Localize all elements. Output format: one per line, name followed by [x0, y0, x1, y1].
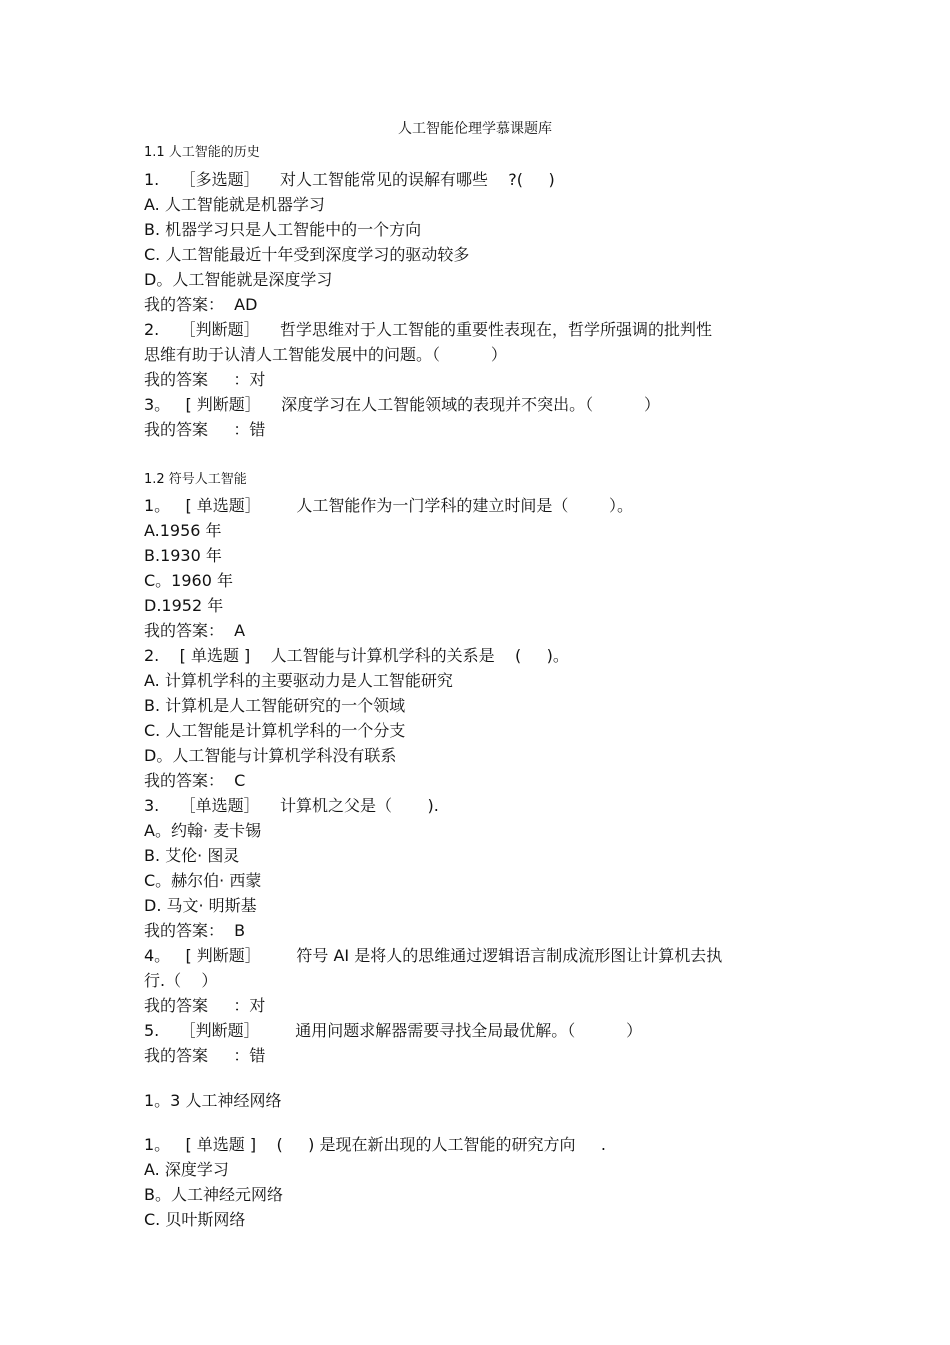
option-b: B。人工神经元网络	[144, 1185, 283, 1204]
my-answer: 我的答案： A	[144, 621, 246, 640]
my-answer: 我的答案： AD	[144, 295, 258, 314]
my-answer: 我的答案 ：对	[144, 996, 266, 1015]
option-a: A. 深度学习	[144, 1160, 229, 1179]
option-d: D. 马文· 明斯基	[144, 896, 257, 915]
question-stem: 1. ［多选题］ 对人工智能常见的误解有哪些 ?( )	[144, 170, 555, 189]
my-answer: 我的答案 ：错	[144, 420, 266, 439]
my-answer: 我的答案： C	[144, 771, 246, 790]
option-c: C. 人工智能最近十年受到深度学习的驱动较多	[144, 245, 470, 264]
page-title: 人工智能伦理学慕课题库	[398, 121, 552, 137]
question-stem: 1。 [ 单选题 ] ( ) 是现在新出现的人工智能的研究方向 .	[144, 1135, 606, 1154]
option-a: A.1956 年	[144, 521, 222, 540]
question-stem: 2. ［判断题］ 哲学思维对于人工智能的重要性表现在，哲学所强调的批判性	[144, 320, 712, 339]
option-a: A. 计算机学科的主要驱动力是人工智能研究	[144, 671, 453, 690]
option-c: C. 贝叶斯网络	[144, 1210, 246, 1229]
question-stem: 4。 [ 判断题］ 符号 AI 是将人的思维通过逻辑语言制成流形图让计算机去执	[144, 946, 723, 965]
option-b: B. 机器学习只是人工智能中的一个方向	[144, 220, 422, 239]
section-heading-1-1: 1.1 人工智能的历史	[144, 145, 260, 160]
my-answer: 我的答案 ：对	[144, 370, 266, 389]
question-stem: 1。 [ 单选题］ 人工智能作为一门学科的建立时间是（ ）。	[144, 496, 634, 515]
question-stem-continued: 行.（ ）	[144, 971, 218, 990]
my-answer: 我的答案 ：错	[144, 1046, 266, 1065]
question-stem-continued: 思维有助于认清人工智能发展中的问题。（ ）	[144, 345, 507, 364]
question-stem: 5. ［判断题］ 通用问题求解器需要寻找全局最优解。（ ）	[144, 1021, 643, 1040]
question-stem: 3. ［单选题］ 计算机之父是（ ).	[144, 796, 439, 815]
section-heading-1-2: 1.2 符号人工智能	[144, 472, 247, 487]
option-c: C。赫尔伯· 西蒙	[144, 871, 262, 890]
option-c: C. 人工智能是计算机学科的一个分支	[144, 721, 406, 740]
option-a: A。约翰· 麦卡锡	[144, 821, 262, 840]
question-stem: 2. [ 单选题 ] 人工智能与计算机学科的关系是 ( )。	[144, 646, 569, 665]
my-answer: 我的答案： B	[144, 921, 246, 940]
document-body	[144, 143, 844, 1232]
option-c: C。1960 年	[144, 571, 233, 590]
option-d: D。人工智能就是深度学习	[144, 270, 333, 289]
question-stem: 3。 [ 判断题］ 深度学习在人工智能领域的表现并不突出。（ ）	[144, 395, 660, 414]
option-d: D.1952 年	[144, 596, 224, 615]
option-d: D。人工智能与计算机学科没有联系	[144, 746, 397, 765]
option-b: B. 计算机是人工智能研究的一个领域	[144, 696, 406, 715]
section-heading-1-3: 1。3 人工神经网络	[144, 1091, 282, 1110]
option-a: A. 人工智能就是机器学习	[144, 195, 325, 214]
option-b: B.1930 年	[144, 546, 222, 565]
option-b: B. 艾伦· 图灵	[144, 846, 240, 865]
